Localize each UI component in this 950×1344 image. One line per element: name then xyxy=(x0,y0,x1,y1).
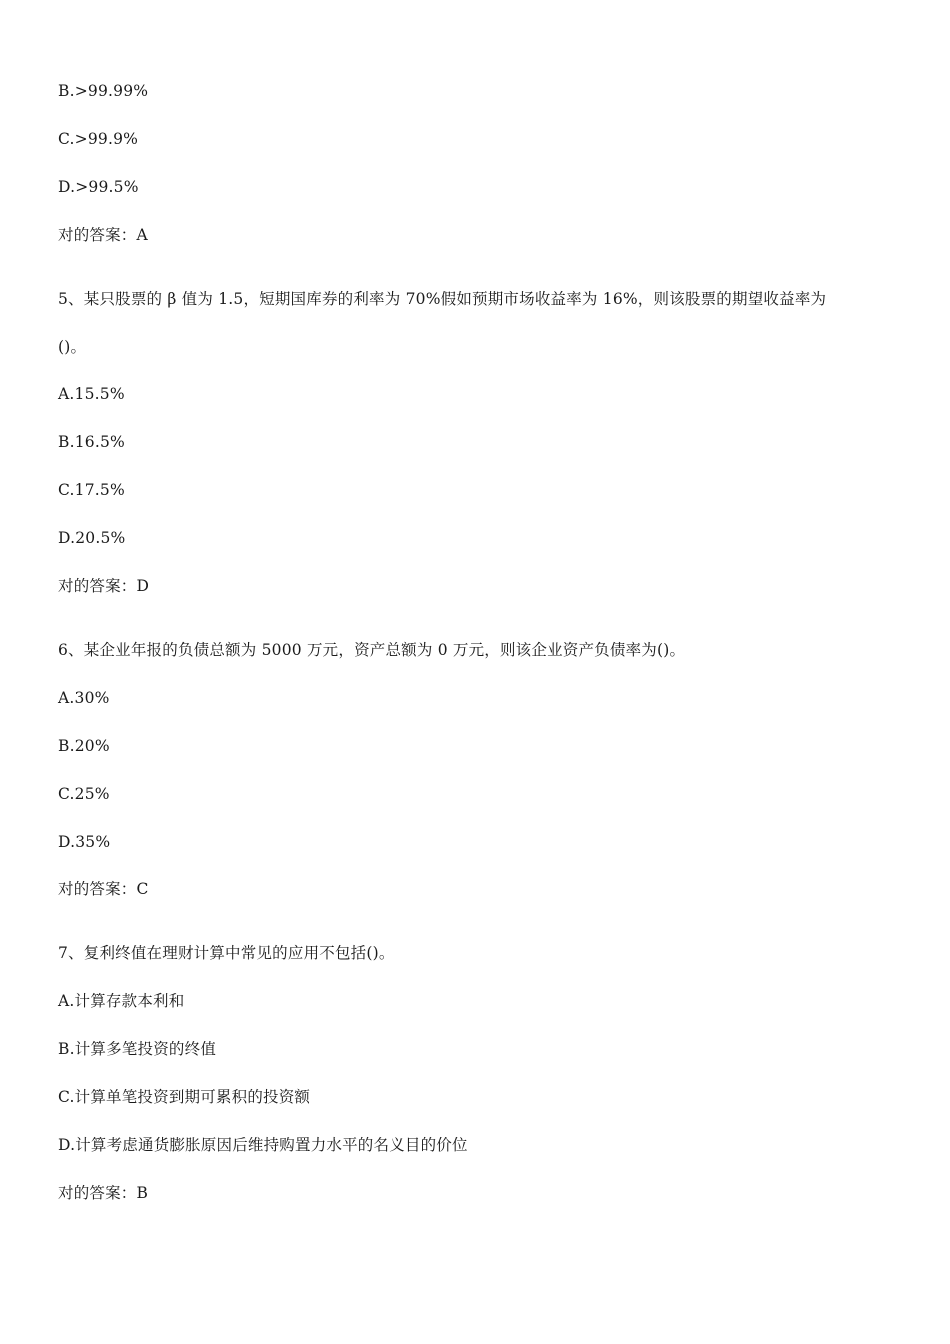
question-5-text-continued: ()。 xyxy=(58,338,87,356)
option-a: A.15.5% xyxy=(58,385,125,403)
answer-line: 对的答案：A xyxy=(58,226,148,244)
option-d: D.35% xyxy=(58,833,111,851)
option-b: B.计算多笔投资的终值 xyxy=(58,1040,217,1058)
option-c: C.17.5% xyxy=(58,481,125,499)
answer-line: 对的答案：B xyxy=(58,1184,149,1202)
option-a: A.30% xyxy=(58,689,110,707)
option-d: D.>99.5% xyxy=(58,178,139,196)
option-c: C.>99.9% xyxy=(58,130,139,148)
option-a: A.计算存款本利和 xyxy=(58,992,185,1010)
question-5-text: 5、某只股票的 β 值为 1.5，短期国库券的利率为 70%假如预期市场收益率为 16%，则该股票的期望收益率为 xyxy=(58,290,827,308)
answer-line: 对的答案：C xyxy=(58,880,149,898)
option-d: D.20.5% xyxy=(58,529,126,547)
question-7-text: 7、复利终值在理财计算中常见的应用不包括()。 xyxy=(58,944,395,962)
answer-line: 对的答案：D xyxy=(58,577,150,595)
option-d: D.计算考虑通货膨胀原因后维持购置力水平的名义目的价位 xyxy=(58,1136,468,1154)
option-b: B.16.5% xyxy=(58,433,125,451)
question-6-text: 6、某企业年报的负债总额为 5000 万元，资产总额为 0 万元，则该企业资产负债率为()。 xyxy=(58,641,686,659)
option-c: C.计算单笔投资到期可累积的投资额 xyxy=(58,1088,311,1106)
option-c: C.25% xyxy=(58,785,110,803)
option-b: B.20% xyxy=(58,737,110,755)
option-b: B.>99.99% xyxy=(58,82,149,100)
